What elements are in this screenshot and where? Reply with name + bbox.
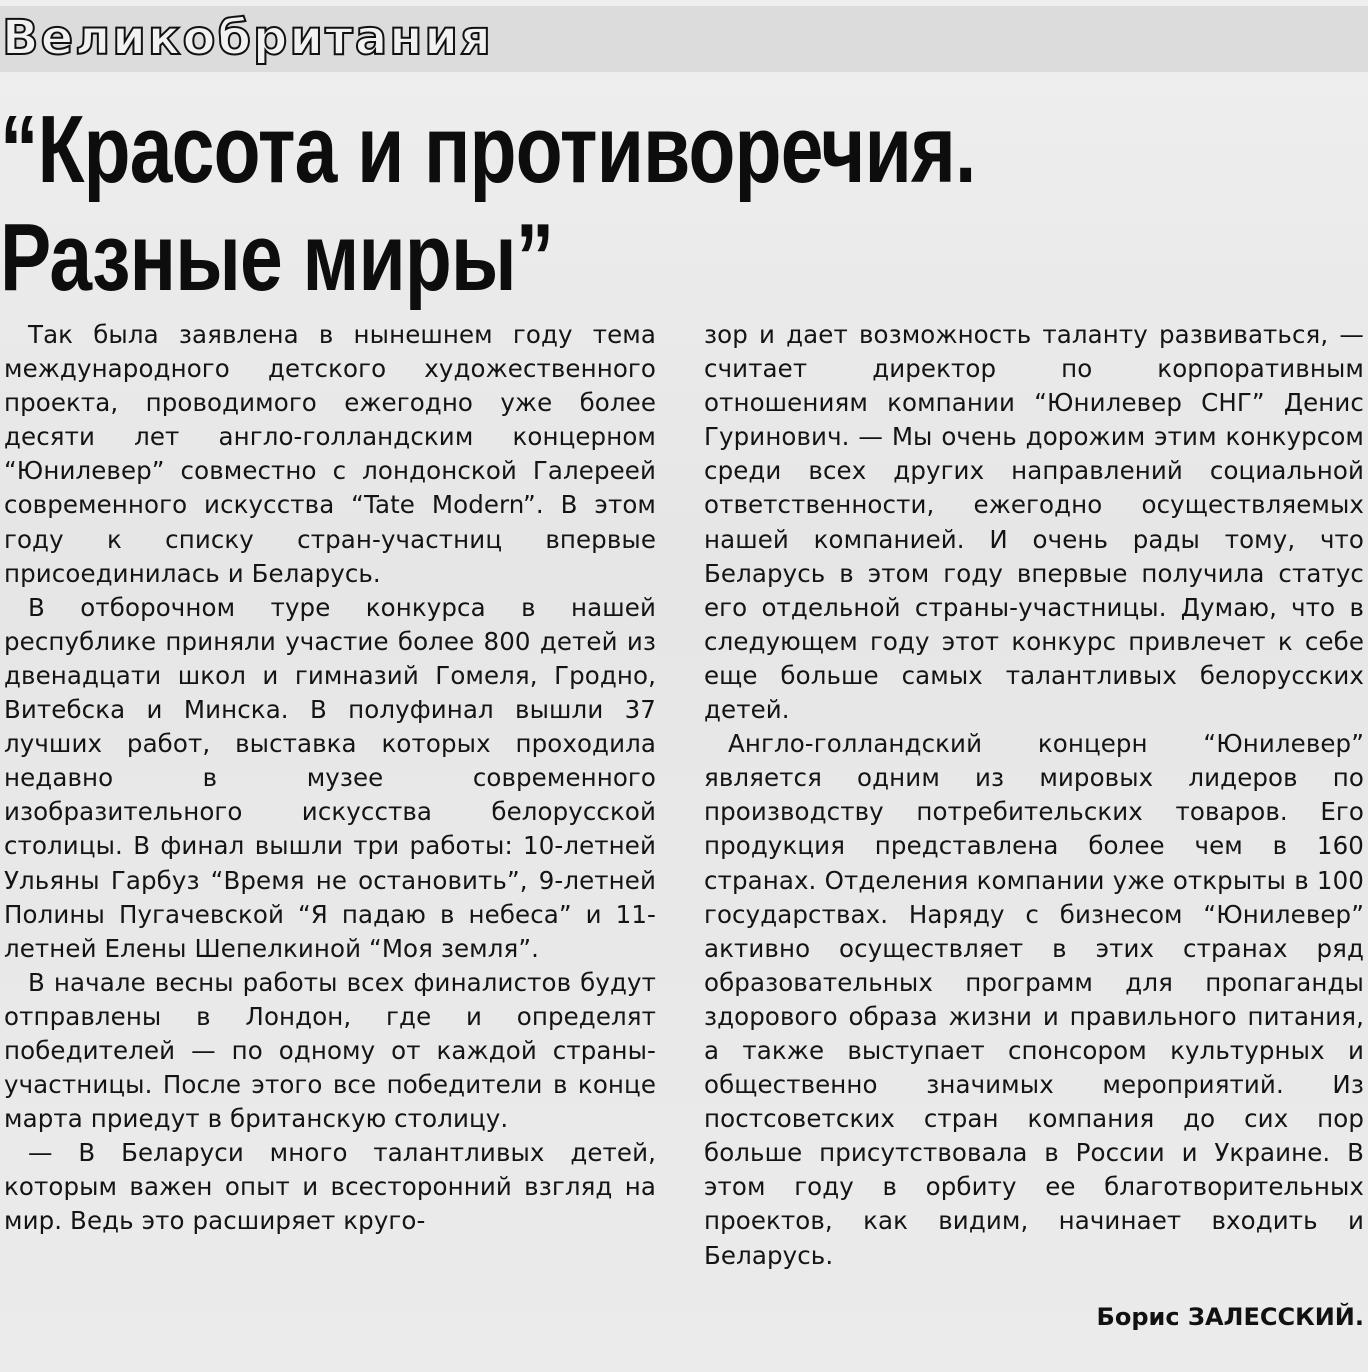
section-rubric-band (0, 6, 1368, 72)
headline-line-1: “Красота и противоречия. (0, 96, 976, 203)
article-column-right (704, 318, 1364, 1273)
headline-line-2: Разные миры” (0, 204, 554, 311)
paragraph: — В Беларуси много талантливых детей, которым важен опыт и всесторонний взгляд на мир. Ведь это расширяет круго- (4, 1138, 656, 1236)
paragraph: Так была заявлена в нынешнем году тема международного детского художественного проекта, проводимого ежегодно уже более десяти лет англо-голландским концерном “Юнилевер” совместно с лондонской Галереей современного искусства “Tate Modern”. В этом году к списку стран-участниц впервые присоединилась и Беларусь. (4, 320, 656, 588)
author-signature: Борис ЗАЛЕССКИЙ. (1096, 1303, 1364, 1331)
paragraph: зор и дает возможность таланту развиваться, — считает директор по корпоративным отношениям компании “Юнилевер СНГ” Денис Гуринович. — Мы очень дорожим этим конкурсом среди всех других направлений социальной ответственности, ежегодно осуществляемых нашей компанией. И очень рады тому, что Беларусь в этом году впервые получила статус его отдельной страны-участницы. Думаю, что в следующем году этот конкурс привлечет к себе еще больше самых талантливых белорусских детей. (704, 320, 1364, 725)
article-headline (0, 96, 1094, 312)
paragraph: Англо-голландский концерн “Юнилевер” является одним из мировых лидеров по производству потребительских товаров. Его продукция представлена более чем в 160 странах. Отделения компании уже открыты в 100 государствах. Наряду с бизнесом “Юнилевер” активно осуществляет в этих странах ряд образовательных программ для пропаганды здорового образа жизни и правильного питания, а также выступает спонсором культурных и общественно значимых мероприятий. Из постсоветских стран компания до сих пор больше присутствовала в России и Украине. В этом году в орбиту ее благотворительных проектов, как видим, начинает входить и Беларусь. (704, 729, 1364, 1270)
paragraph: В начале весны работы всех финалистов будут отправлены в Лондон, где и определят победителей — по одному от каждой страны-участницы. После этого все победители в конце марта приедут в британскую столицу. (4, 967, 656, 1134)
paragraph: В отборочном туре конкурса в нашей республике приняли участие более 800 детей из двенадцати школ и гимназий Гомеля, Гродно, Витебска и Минска. В полуфинал вышли 37 лучших работ, выставка которых проходила недавно в музее современного изобразительного искусства белорусской столицы. В финал вышли три работы: 10-летней Ульяны Гарбуз “Время не остановить”, 9-летней Полины Пугачевской “Я падаю в небеса” и 11-летней Елены Шепелкиной “Моя земля”. (4, 592, 656, 963)
article-column-left (4, 318, 656, 1239)
section-rubric: Великобритания (2, 10, 493, 66)
